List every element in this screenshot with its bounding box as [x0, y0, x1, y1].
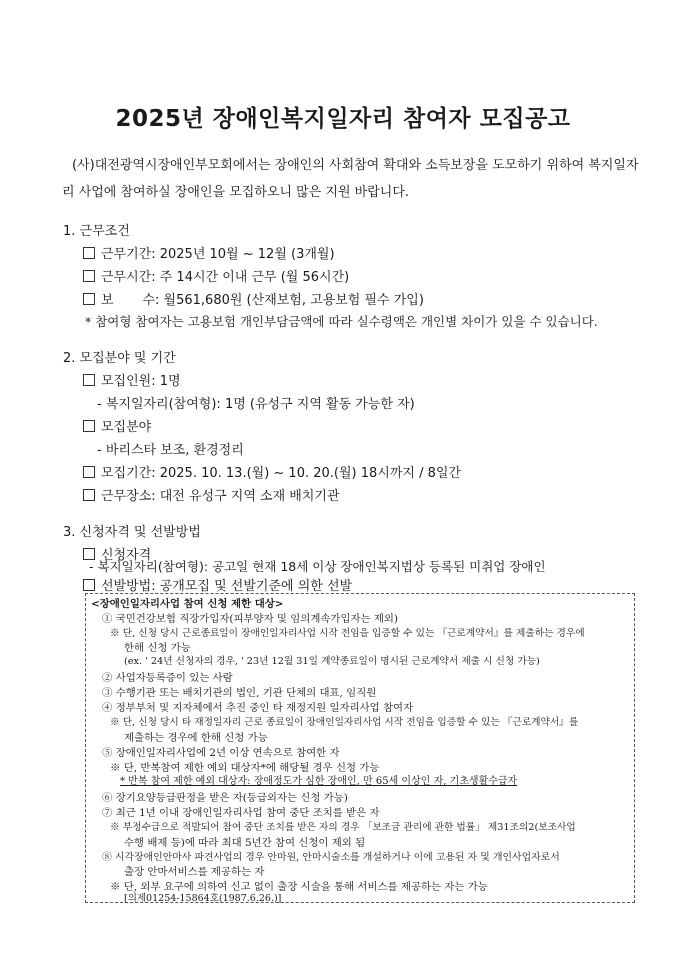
pay-item: [83, 289, 424, 308]
restriction-item: ③ 수행기관 또는 배치기관의 법인, 기관 단체의 대표, 임직원: [102, 687, 377, 699]
qualification-text: 신청자격: [101, 548, 152, 563]
recruit-count-item: [83, 370, 181, 389]
qualification-detail: - 복지일자리(참여형): 공고일 현재 18세 이상 장애인복지법상 등록된 미취업 장애인: [89, 559, 546, 574]
recruit-count-detail: - 복지일자리(참여형): 1명 (유성구 지역 활동 가능한 자): [97, 397, 415, 412]
recruit-field-text: 모집분야: [101, 420, 152, 435]
restriction-note: ※ 단, 반복참여 제한 예외 대상자*에 해당될 경우 신청 가능: [110, 762, 380, 774]
work-period-text: 근무기간: 2025년 10월 ~ 12월 (3개월): [101, 247, 335, 262]
section-1-heading: 1. 근무조건: [63, 224, 130, 239]
work-place-text: 근무장소: 대전 유성구 지역 소재 배치기관: [101, 489, 340, 504]
recruit-field-item: [83, 416, 151, 435]
checkbox-icon: [83, 374, 95, 386]
restriction-item: ④ 정부부처 및 지자체에서 추진 중인 타 재정지원 일자리사업 참여자: [102, 702, 414, 714]
restriction-item: ⑤ 장애인일자리사업에 2년 이상 연속으로 참여한 자: [102, 747, 340, 759]
restriction-note: ※ 단, 신청 당시 근로종료일이 장애인일자리사업 시작 전임을 입증할 수 있는 『근로계약서』를 제출하는 경우에: [110, 628, 585, 639]
restriction-note: ※ 단, 외부 요구에 의하여 신고 없이 출장 시술을 통해 서비스를 제공하는 자는 가능: [110, 881, 488, 893]
recruit-field-detail: - 바리스타 보조, 환경정리: [97, 443, 244, 458]
work-place-item: [83, 485, 340, 504]
work-period-item: [83, 243, 335, 262]
restriction-note: 출장 안마서비스를 제공하는 자: [124, 866, 265, 878]
checkbox-icon: [83, 293, 95, 305]
restriction-note: * 반복 참여 제한 예외 대상자: 장애정도가 심한 장애인, 만 65세 이상인 자, 기초생활수급자: [120, 776, 518, 787]
pay-text: 보 수: 월561,680원 (산재보험, 고용보험 필수 가입): [101, 293, 424, 308]
recruit-period-text: 모집기간: 2025. 10. 13.(월) ~ 10. 20.(월) 18시까지 / 8일간: [101, 466, 461, 481]
recruit-count-text: 모집인원: 1명: [101, 374, 181, 389]
restriction-note: 제출하는 경우에 한해 신청 가능: [124, 732, 268, 744]
restriction-box-title: <장애인일자리사업 참여 신청 제한 대상>: [91, 598, 284, 610]
restriction-box: [85, 593, 635, 903]
restriction-note: 수행 배제 등)에 따라 최대 5년간 참여 신청이 제외 됨: [124, 837, 366, 849]
section-3-heading: 3. 신청자격 및 선발방법: [63, 525, 201, 540]
page-title: 2025년 장애인복지일자리 참여자 모집공고: [115, 106, 571, 132]
restriction-note: 한해 신청 가능: [124, 642, 191, 654]
restriction-note: ※ 부정수급으로 적발되어 참여 중단 조치를 받은 자의 경우 「보조금 관리에 관한 법률」 제31조의2(보조사업: [110, 822, 576, 833]
work-hours-item: [83, 266, 349, 285]
restriction-item: ① 국민건강보험 직장가입자(피부양자 및 임의계속가입자는 제외): [102, 613, 398, 625]
restriction-reference: [의제01254-15864호(1987.6.26.)]: [124, 893, 282, 904]
checkbox-icon: [83, 270, 95, 282]
section-2-heading: 2. 모집분야 및 기간: [63, 351, 176, 366]
recruit-period-item: [83, 462, 461, 481]
restriction-item: ⑥ 장기요양등급판정을 받은 자(등급외자는 신청 가능): [102, 792, 348, 804]
restriction-note: ※ 단, 신청 당시 타 재정일자리 근로 종료일이 장애인일자리사업 시작 전임을 입증할 수 있는 『근로계약서』를: [110, 717, 579, 728]
selection-method-item: [83, 575, 352, 594]
pay-note: * 참여형 참여자는 고용보험 개인부담금액에 따라 실수령액은 개인별 차이가 있을 수 있습니다.: [85, 314, 598, 329]
restriction-item: ⑧ 시각장애인안마사 파견사업의 경우 안마원, 안마시술소를 개설하거나 이에 고용된 자 및 개인사업자로서: [102, 852, 560, 863]
restriction-item: ⑦ 최근 1년 이내 장애인일자리사업 참여 중단 조치를 받은 자: [102, 807, 380, 819]
checkbox-icon: [83, 579, 95, 591]
checkbox-icon: [83, 466, 95, 478]
checkbox-icon: [83, 489, 95, 501]
restriction-note: (ex. ' 24년 신청자의 경우, ' 23년 12월 31일 계약종료일이 명시된 근로계약서 제출 시 신청 가능): [124, 656, 540, 667]
restriction-item: ② 사업자등록증이 있는 사람: [102, 672, 233, 684]
intro-paragraph: (사)대전광역시장애인부모회에서는 장애인의 사회참여 확대와 소득보장을 도모하기 위하여 복지일자리 사업에 참여하실 장애인을 모집하오니 많은 지원 바랍니다.: [62, 158, 639, 200]
checkbox-icon: [83, 247, 95, 259]
checkbox-icon: [83, 420, 95, 432]
selection-method-text: 선발방법: 공개모집 및 선발기준에 의한 선발: [101, 579, 353, 594]
work-hours-text: 근무시간: 주 14시간 이내 근무 (월 56시간): [101, 270, 350, 285]
